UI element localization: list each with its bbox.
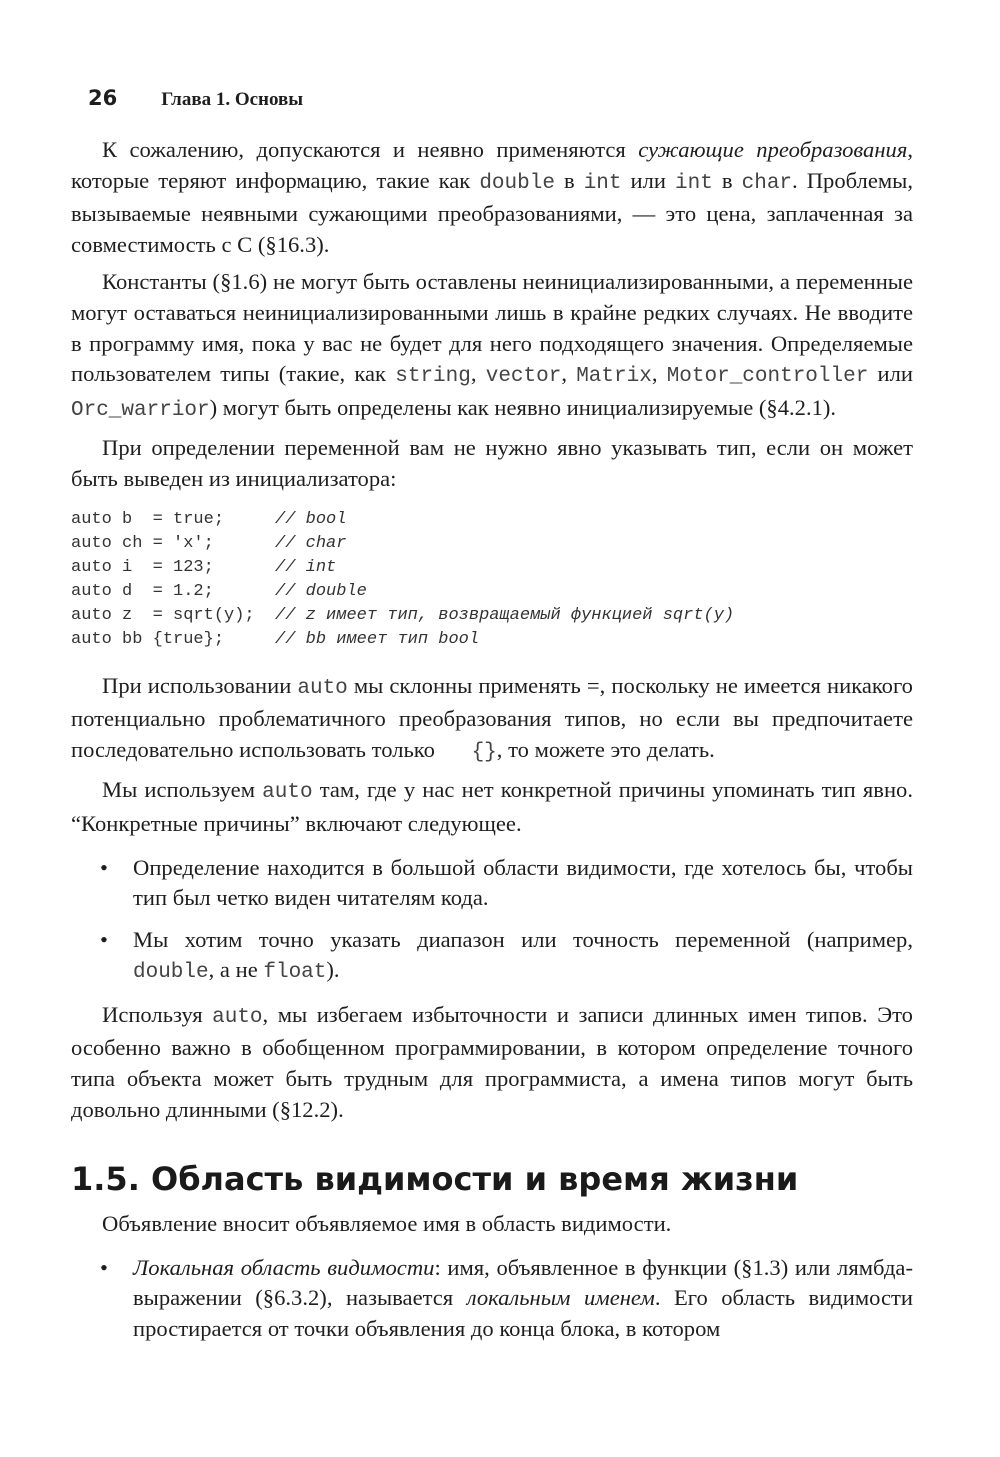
scope-list xyxy=(71,1253,913,1345)
reasons-list xyxy=(71,853,913,989)
code-line: auto ch = 'x'; // char xyxy=(71,533,347,553)
paragraph-redundancy: Используя auto, мы избегаем избыточности и записи длинных имен типов. Это особенно важно в обобщенном программировании, в котором определение точного типа объекта может быть трудным для программиста, а имена типов могут быть довольно длинными (§12.2). xyxy=(71,1001,913,1122)
paragraph-type-deduction: При определении переменной вам не нужно явно указывать тип, если он может быть выведен из инициализатора: xyxy=(71,435,913,491)
code-listing xyxy=(71,508,913,652)
paragraph-narrowing: К сожалению, допускаются и неявно применяются сужающие преобразования, которые теряют информацию, такие как double в int или int в char. Проблемы, вызываемые неявными сужающими преобразованиями, — это цена, заплаченная за совместимость с С (§16.3). xyxy=(71,137,913,257)
paragraph-auto-reasons: Мы используем auto там, где у нас нет конкретной причины упоминать тип явно. “Конкретные причины” включают следующее. xyxy=(71,777,913,836)
code-line: auto bb {true}; // bb имеет тип bool xyxy=(71,629,480,649)
list-item: • Определение находится в большой области видимости, где хотелось бы, чтобы тип был четко виден читателям кода. xyxy=(100,854,913,911)
paragraph-scope-intro: Объявление вносит объявляемое имя в область видимости. xyxy=(102,1211,672,1237)
section-heading: 1.5. Область видимости и время жизни xyxy=(71,1160,799,1199)
code-line: auto b = true; // bool xyxy=(71,509,347,529)
page-number: 26 xyxy=(88,86,118,110)
list-item: • Локальная область видимости: имя, объявленное в функции (§1.3) или лямбда-выражении (§6.3.2), называется локальным именем. Его область видимости простирается от точки объявления до конца блока, в котором xyxy=(100,1254,913,1342)
running-header xyxy=(88,86,303,111)
bullet: • xyxy=(100,1254,108,1280)
code-line: auto i = 123; // int xyxy=(71,557,337,577)
chapter-title: Глава 1. Основы xyxy=(161,89,304,110)
code-line: auto d = 1.2; // double xyxy=(71,581,367,601)
list-item: • Мы хотим точно указать диапазон или точность переменной (например, double, а не float). xyxy=(100,926,913,985)
bullet: • xyxy=(100,854,108,880)
paragraph-auto-usage: При использовании auto мы склонны применять =, поскольку не имеется никакого потенциально проблематичного преобразования типов, но если вы предпочитаете последовательно использовать только {}, то можете это делать. xyxy=(71,672,913,764)
page-body xyxy=(71,135,913,1345)
code-line: auto z = sqrt(y); // z имеет тип, возвращаемый функцией sqrt(y) xyxy=(71,605,735,625)
bullet: • xyxy=(100,926,108,952)
paragraph-constants: Константы (§1.6) не могут быть оставлены неинициализированными, а переменные могут оставаться неинициализированными лишь в крайне редких случаях. Не вводите в программу имя, пока у вас не будет для него подходящего значения. Определяемые пользователем типы (такие, как string, vector, Matrix, Motor_controller или Orc_warrior) могут быть определены как неявно инициализируемые (§4.2.1). xyxy=(71,269,913,422)
